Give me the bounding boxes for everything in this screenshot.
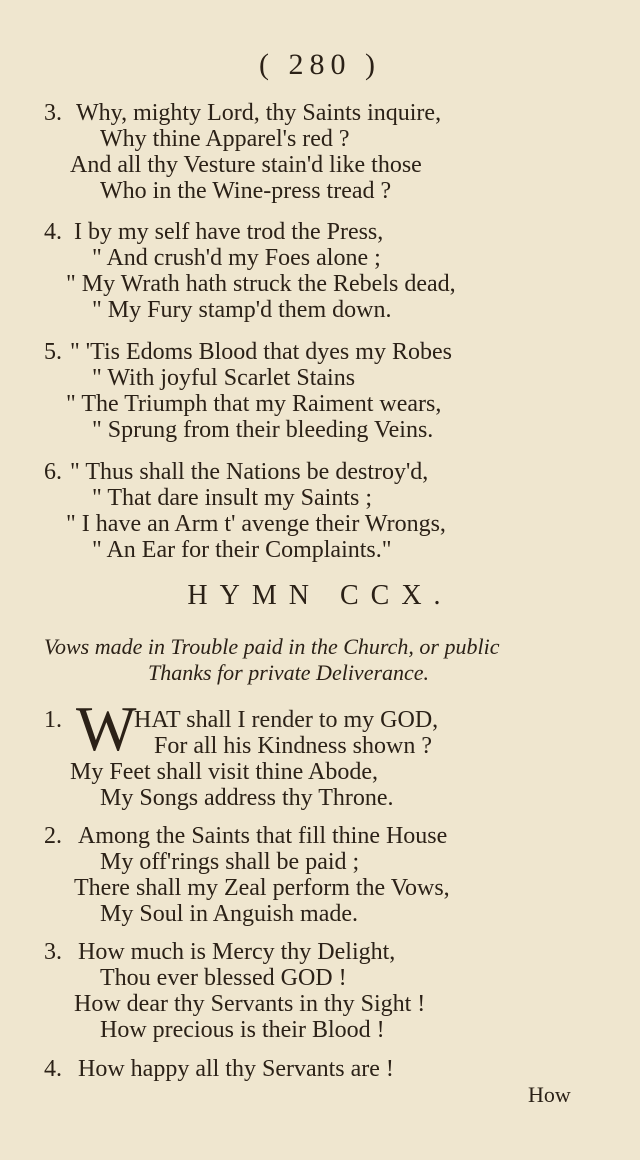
verse-line: " And crush'd my Foes alone ; (92, 245, 381, 271)
verse-number: 4. (44, 1056, 62, 1082)
verse-number: 6. (44, 459, 62, 485)
catchword: How (528, 1082, 571, 1107)
verse-line: " My Wrath hath struck the Rebels dead, (66, 271, 456, 297)
verse-number: 1. (44, 707, 62, 733)
verse-line: I by my self have trod the Press, (74, 219, 384, 245)
verse-line: And all thy Vesture stain'd like those (70, 152, 422, 178)
verse-line: How precious is their Blood ! (100, 1017, 385, 1043)
verse-line: Thou ever blessed GOD ! (100, 965, 347, 991)
verse-number: 2. (44, 823, 62, 849)
verse-line: For all his Kindness shown ? (154, 733, 432, 759)
verse-line: How much is Mercy thy Delight, (78, 939, 396, 965)
verse-line: There shall my Zeal perform the Vows, (74, 875, 450, 901)
verse-line: Who in the Wine-press tread ? (100, 178, 392, 204)
verse-line: Why thine Apparel's red ? (100, 126, 350, 152)
verse-line: My Soul in Anguish made. (100, 901, 359, 927)
verse-line: My Songs address thy Throne. (100, 785, 394, 811)
verse-number: 3. (44, 100, 62, 126)
page-number-header: ( 280 ) (259, 48, 381, 81)
verse-line: Among the Saints that fill thine House (78, 823, 448, 849)
verse-line: How dear thy Servants in thy Sight ! (74, 991, 426, 1017)
verse-line: " Thus shall the Nations be destroy'd, (70, 459, 429, 485)
verse-line: HAT shall I render to my GOD, (134, 707, 439, 733)
verse-line: " With joyful Scarlet Stains (92, 365, 356, 391)
verse-line: " An Ear for their Complaints." (92, 537, 392, 563)
verse-line: " The Triumph that my Raiment wears, (66, 391, 442, 417)
hymn-title: HYMN CCX. (187, 580, 453, 611)
drop-cap: W (76, 693, 137, 764)
hymn-subtitle-line: Thanks for private Deliverance. (148, 660, 430, 685)
verse-number: 3. (44, 939, 62, 965)
hymn-subtitle-line: Vows made in Trouble paid in the Church, or public (44, 634, 500, 659)
verse-line: " 'Tis Edoms Blood that dyes my Robes (70, 339, 452, 365)
verse-line: My off'rings shall be paid ; (100, 849, 360, 875)
verse-number: 4. (44, 219, 62, 245)
verse-line: How happy all thy Servants are ! (78, 1056, 394, 1082)
verse-line: " My Fury stamp'd them down. (92, 297, 392, 323)
verse-line: " I have an Arm t' avenge their Wrongs, (66, 511, 446, 537)
verse-line: " That dare insult my Saints ; (92, 485, 372, 511)
verse-number: 5. (44, 339, 62, 365)
verse-line: Why, mighty Lord, thy Saints inquire, (76, 100, 442, 126)
verse-line: " Sprung from their bleeding Veins. (92, 417, 434, 443)
verse-line: My Feet shall visit thine Abode, (70, 759, 378, 785)
